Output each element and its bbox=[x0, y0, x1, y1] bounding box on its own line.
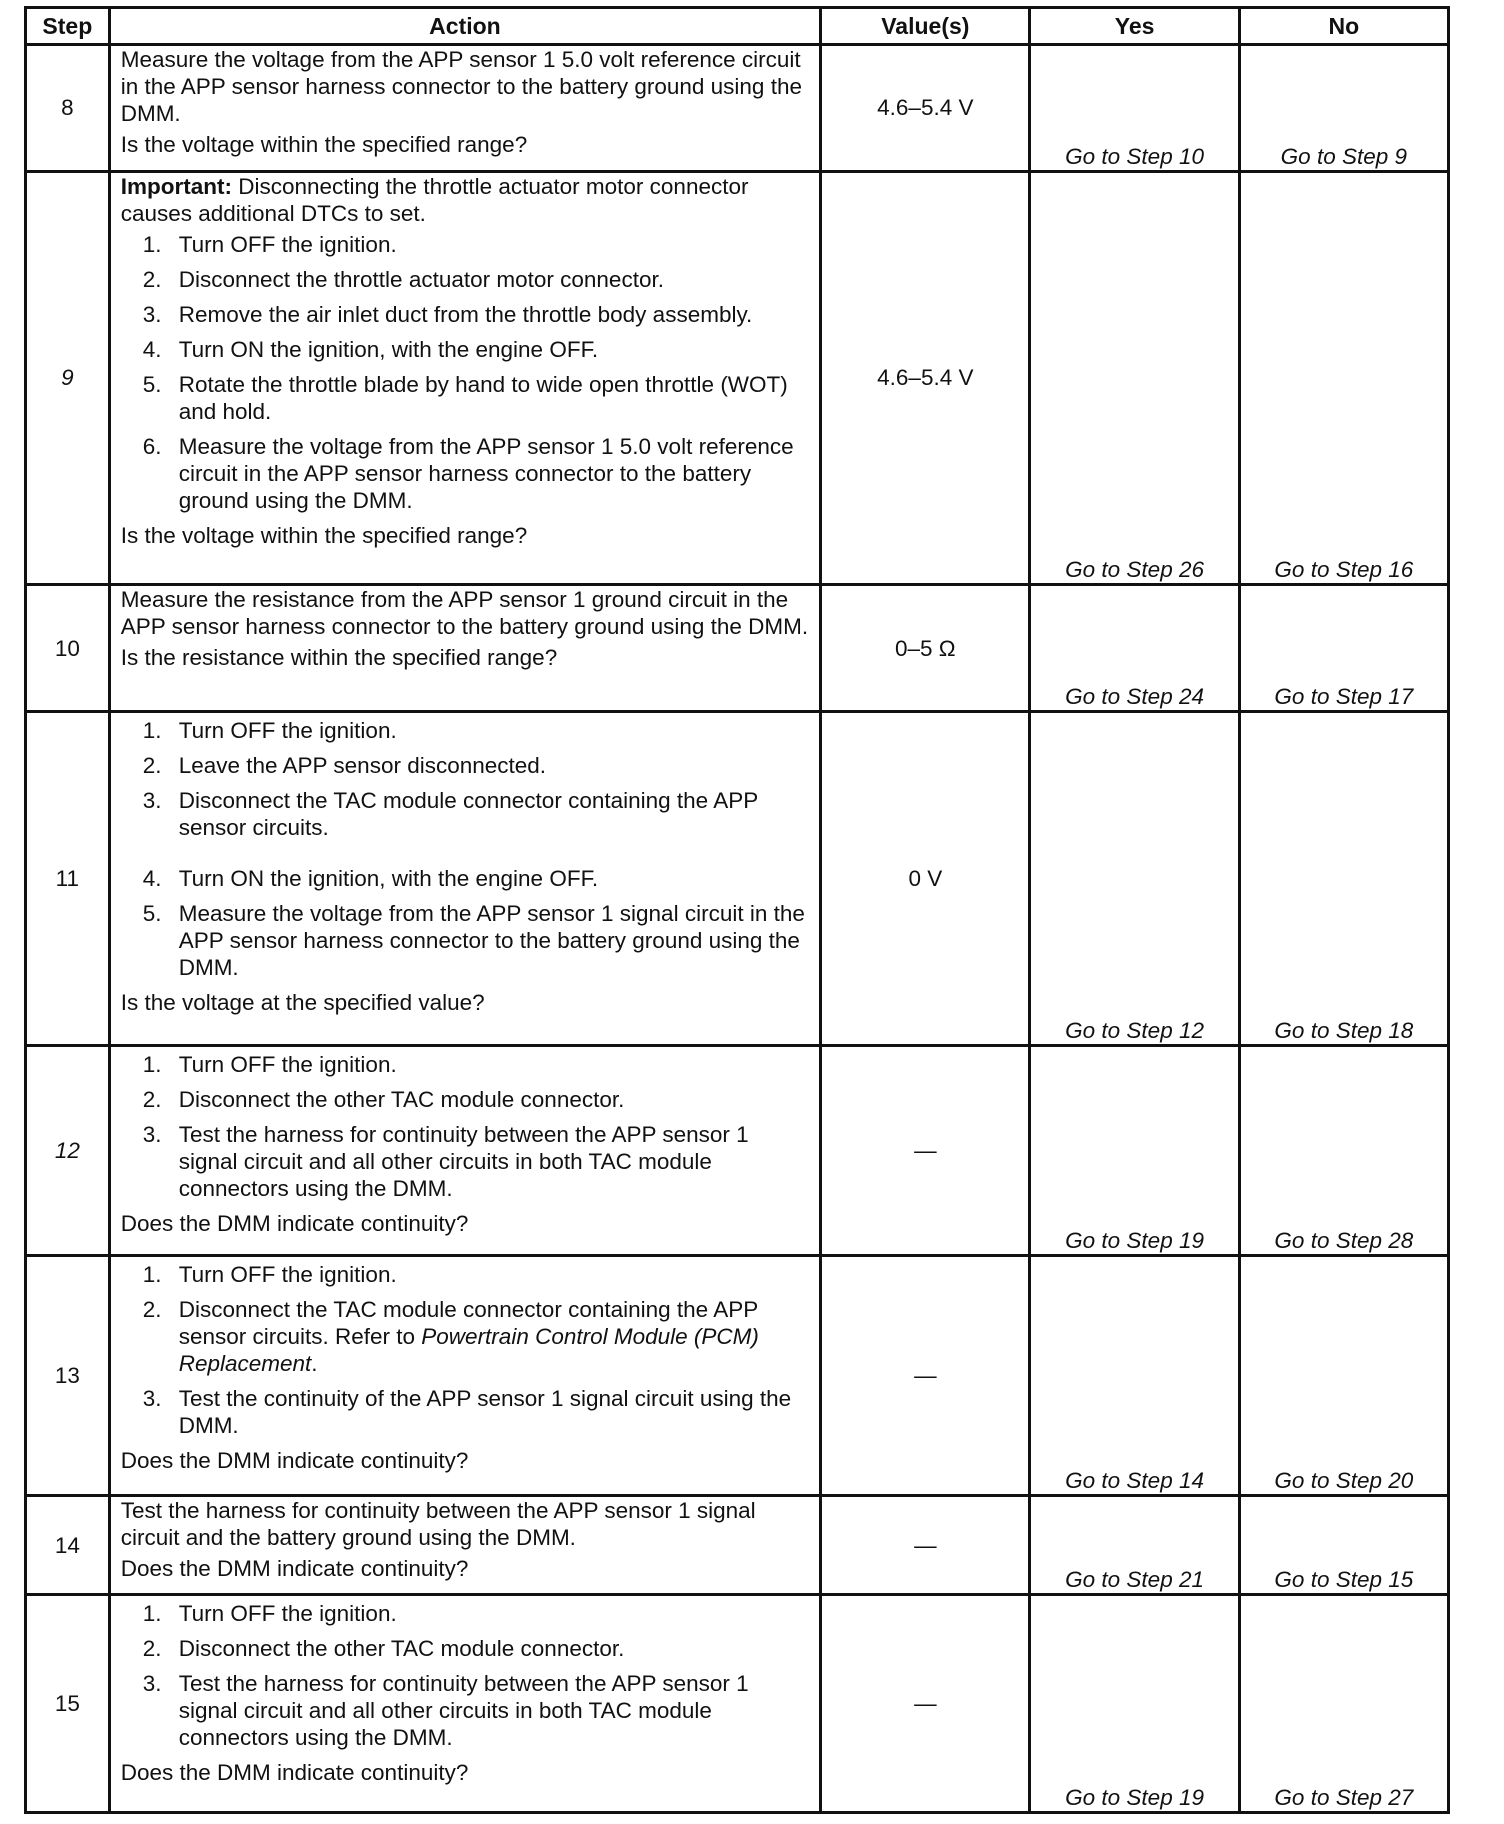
procedure-list bbox=[121, 1261, 810, 1439]
procedure-list bbox=[121, 1600, 810, 1751]
yes-cell: Go to Step 12 bbox=[1030, 711, 1239, 1045]
action-cell bbox=[109, 1045, 821, 1256]
step-number: 13 bbox=[26, 1256, 110, 1496]
action-text: Measure the voltage from the APP sensor 1 5.0 volt reference circuit in the APP sensor harness connector to the battery ground using the DMM. bbox=[120, 47, 802, 126]
list-item: 3. Test the harness for continuity between the APP sensor 1 signal circuit and all other circuits in both TAC module connectors using the DMM. bbox=[142, 1121, 749, 1201]
procedure-list bbox=[121, 231, 810, 514]
action-question: Does the DMM indicate continuity? bbox=[120, 1210, 469, 1236]
table-row bbox=[26, 1045, 1449, 1256]
list-item: 1. Turn OFF the ignition. bbox=[142, 1051, 397, 1077]
value-cell: 0–5 Ω bbox=[821, 585, 1030, 712]
value-cell: — bbox=[821, 1045, 1030, 1256]
step-number: 8 bbox=[26, 45, 110, 172]
table-row bbox=[26, 1496, 1449, 1594]
step-number: 10 bbox=[26, 585, 110, 712]
table-row bbox=[26, 45, 1449, 172]
important-note bbox=[121, 173, 810, 227]
no-cell: Go to Step 18 bbox=[1239, 711, 1448, 1045]
procedure-list bbox=[121, 1051, 810, 1202]
important-text: Disconnecting the throttle actuator motor connector causes additional DTCs to set. bbox=[120, 173, 749, 226]
list-item: 3. Remove the air inlet duct from the throttle body assembly. bbox=[142, 301, 753, 327]
list-item: 4. Turn ON the ignition, with the engine OFF. bbox=[142, 336, 599, 362]
action-cell bbox=[109, 1594, 821, 1812]
no-cell: Go to Step 20 bbox=[1239, 1256, 1448, 1496]
yes-cell: Go to Step 19 bbox=[1030, 1045, 1239, 1256]
table-row bbox=[26, 1594, 1449, 1812]
value-cell: — bbox=[821, 1256, 1030, 1496]
list-item: 5. Measure the voltage from the APP sensor 1 signal circuit in the APP sensor harness connector to the battery ground using the DMM. bbox=[142, 900, 805, 980]
procedure-list bbox=[121, 717, 810, 981]
action-question: Does the DMM indicate continuity? bbox=[120, 1759, 469, 1785]
header-row bbox=[26, 8, 1449, 45]
list-item: 4. Turn ON the ignition, with the engine OFF. bbox=[142, 865, 599, 891]
list-item: 2. Leave the APP sensor disconnected. bbox=[142, 752, 547, 778]
action-question: Is the voltage within the specified range? bbox=[120, 522, 528, 548]
no-cell: Go to Step 27 bbox=[1239, 1594, 1448, 1812]
yes-cell: Go to Step 26 bbox=[1030, 171, 1239, 585]
action-cell bbox=[109, 1256, 821, 1496]
list-item: 1. Turn OFF the ignition. bbox=[142, 717, 397, 743]
important-label: Important: bbox=[120, 173, 232, 199]
value-cell: — bbox=[821, 1594, 1030, 1812]
action-cell bbox=[109, 1496, 821, 1594]
value-cell: 0 V bbox=[821, 711, 1030, 1045]
yes-cell: Go to Step 19 bbox=[1030, 1594, 1239, 1812]
step-number: 9 bbox=[26, 171, 110, 585]
action-cell bbox=[109, 585, 821, 712]
step-number: 14 bbox=[26, 1496, 110, 1594]
no-cell: Go to Step 16 bbox=[1239, 171, 1448, 585]
action-cell bbox=[109, 711, 821, 1045]
action-question: Does the DMM indicate continuity? bbox=[120, 1448, 469, 1474]
action-text: Test the harness for continuity between the APP sensor 1 signal circuit and the battery ground using the DMM. bbox=[120, 1498, 756, 1551]
action-question: Does the DMM indicate continuity? bbox=[120, 1556, 469, 1582]
table-row bbox=[26, 711, 1449, 1045]
list-item: 3. Disconnect the TAC module connector containing the APP sensor circuits. bbox=[142, 787, 758, 840]
action-cell bbox=[109, 171, 821, 585]
step-number: 12 bbox=[26, 1045, 110, 1256]
action-question: Is the voltage within the specified range? bbox=[120, 132, 528, 157]
list-item: 5. Rotate the throttle blade by hand to wide open throttle (WOT) and hold. bbox=[142, 371, 788, 424]
step-number: 15 bbox=[26, 1594, 110, 1812]
diagnostic-table bbox=[24, 6, 1450, 1814]
value-cell: 4.6–5.4 V bbox=[821, 171, 1030, 585]
yes-cell: Go to Step 10 bbox=[1030, 45, 1239, 172]
header-no: No bbox=[1239, 8, 1448, 45]
table-row bbox=[26, 585, 1449, 712]
list-item: 3. Test the harness for continuity between the APP sensor 1 signal circuit and all other circuits in both TAC module connectors using the DMM. bbox=[142, 1670, 749, 1750]
header-yes: Yes bbox=[1030, 8, 1239, 45]
list-item: 2. Disconnect the other TAC module connector. bbox=[142, 1086, 625, 1112]
table-row bbox=[26, 171, 1449, 585]
list-item: 1. Turn OFF the ignition. bbox=[142, 1262, 397, 1288]
list-item: 3. Test the continuity of the APP sensor 1 signal circuit using the DMM. bbox=[142, 1386, 792, 1439]
yes-cell: Go to Step 24 bbox=[1030, 585, 1239, 712]
yes-cell: Go to Step 14 bbox=[1030, 1256, 1239, 1496]
reference-link: Powertrain Control Module (PCM) Replacement bbox=[178, 1324, 759, 1377]
action-cell bbox=[109, 45, 821, 172]
action-question: Is the voltage at the specified value? bbox=[120, 989, 485, 1015]
no-cell: Go to Step 9 bbox=[1239, 45, 1448, 172]
action-question: Is the resistance within the specified range? bbox=[120, 645, 558, 671]
header-action: Action bbox=[109, 8, 821, 45]
list-item: 2. Disconnect the other TAC module connector. bbox=[142, 1635, 625, 1661]
value-cell: — bbox=[821, 1496, 1030, 1594]
header-values: Value(s) bbox=[821, 8, 1030, 45]
no-cell: Go to Step 15 bbox=[1239, 1496, 1448, 1594]
header-step: Step bbox=[26, 8, 110, 45]
step-number: 11 bbox=[26, 711, 110, 1045]
list-item: 1. Turn OFF the ignition. bbox=[142, 231, 397, 257]
no-cell: Go to Step 17 bbox=[1239, 585, 1448, 712]
list-item: 2. Disconnect the TAC module connector containing the APP sensor circuits. Refer to Powertrain Control Module (PCM) Replacement. bbox=[142, 1297, 759, 1377]
no-cell: Go to Step 28 bbox=[1239, 1045, 1448, 1256]
table-row bbox=[26, 1256, 1449, 1496]
yes-cell: Go to Step 21 bbox=[1030, 1496, 1239, 1594]
value-cell: 4.6–5.4 V bbox=[821, 45, 1030, 172]
list-item: 1. Turn OFF the ignition. bbox=[142, 1600, 397, 1626]
list-item: 6. Measure the voltage from the APP sensor 1 5.0 volt reference circuit in the APP sensor harness connector to the battery ground using the DMM. bbox=[142, 433, 794, 513]
action-text: Measure the resistance from the APP sensor 1 ground circuit in the APP sensor harness connector to the battery ground using the DMM. bbox=[120, 587, 809, 640]
list-item: 2. Disconnect the throttle actuator motor connector. bbox=[142, 266, 664, 292]
